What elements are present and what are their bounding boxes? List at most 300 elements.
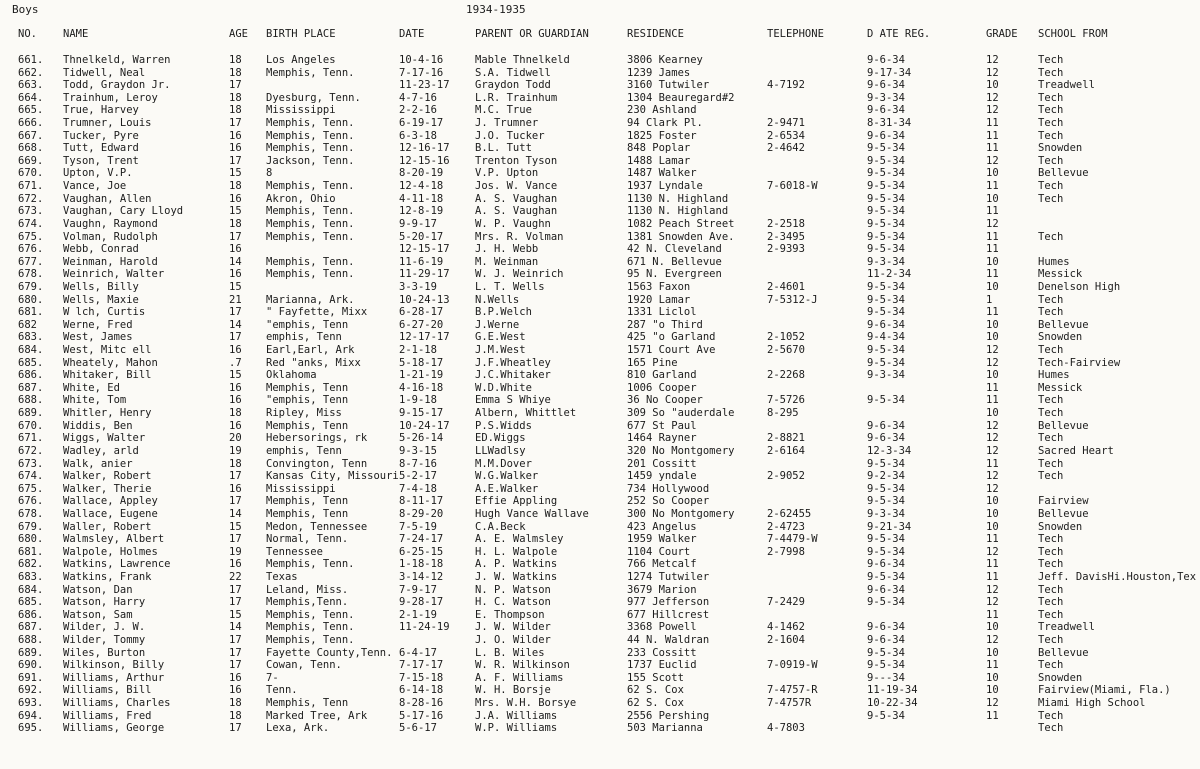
- cell-date-registered: 9-5-34: [867, 457, 905, 470]
- cell-telephone: 2-5670: [767, 344, 805, 357]
- cell-no: 665.: [18, 104, 44, 117]
- cell-no: 686.: [18, 369, 44, 382]
- cell-age: 18: [229, 180, 242, 193]
- cell-telephone: 2-2268: [767, 369, 805, 382]
- table-row: [0, 432, 1200, 445]
- cell-telephone: 4-7192: [767, 79, 805, 92]
- cell-date-registered: 9-6-34: [867, 104, 905, 117]
- table-row: [0, 394, 1200, 407]
- cell-school-from: Bellevue: [1038, 419, 1089, 432]
- cell-parent: H. L. Walpole: [475, 545, 558, 558]
- cell-parent: Hugh Vance Wallave: [475, 507, 589, 520]
- table-row: [0, 420, 1200, 433]
- cell-age: 17: [229, 79, 242, 92]
- cell-date-registered: 9-6-34: [867, 318, 905, 331]
- cell-birth-place: Memphis, Tenn.: [266, 117, 355, 130]
- cell-birth-place: Mississippi: [266, 104, 336, 117]
- cell-date: 8-20-19: [399, 167, 444, 180]
- cell-residence: 1082 Peach Street: [627, 217, 735, 230]
- table-row: [0, 558, 1200, 571]
- cell-age: 17: [229, 230, 242, 243]
- cell-grade: 11: [986, 709, 999, 722]
- cell-grade: 12: [986, 697, 999, 710]
- cell-date: 7-17-17: [399, 659, 444, 672]
- cell-name: Waller, Robert: [63, 520, 152, 533]
- cell-birth-place: emphis, Tenn: [266, 444, 342, 457]
- cell-date: 10-24-13: [399, 293, 450, 306]
- cell-parent: J. Trumner: [475, 117, 539, 130]
- cell-date-registered: 9-5-34: [867, 293, 905, 306]
- cell-date: 1-18-18: [399, 558, 444, 571]
- cell-date-registered: 9-5-34: [867, 205, 905, 218]
- cell-no: 680.: [18, 293, 44, 306]
- cell-parent: H. C. Watson: [475, 596, 551, 609]
- cell-no: 682.: [18, 558, 44, 571]
- cell-parent: B.P.Welch: [475, 306, 532, 319]
- cell-residence: 287 "o Third: [627, 318, 703, 331]
- cell-school-from: Humes: [1038, 369, 1070, 382]
- cell-school-from: Tech: [1038, 117, 1064, 130]
- cell-school-from: Fairview(Miami, Fla.): [1038, 684, 1171, 697]
- cell-birth-place: Marianna, Ark.: [266, 293, 355, 306]
- table-row: [0, 508, 1200, 521]
- cell-date-registered: 9-5-34: [867, 306, 905, 319]
- cell-date-registered: 9-3-34: [867, 91, 905, 104]
- cell-no: 680.: [18, 533, 44, 546]
- cell-date: 12-15-17: [399, 243, 450, 256]
- cell-parent: W. R. Wilkinson: [475, 659, 570, 672]
- cell-grade: 12: [986, 104, 999, 117]
- cell-age: 17: [229, 634, 242, 647]
- cell-date: 10-24-17: [399, 419, 450, 432]
- table-row: [0, 710, 1200, 723]
- cell-name: Trainhum, Leroy: [63, 91, 158, 104]
- cell-birth-place: Convington, Tenn: [266, 457, 368, 470]
- cell-no: 690.: [18, 659, 44, 672]
- header-school-from: SCHOOL FROM: [1038, 28, 1108, 40]
- cell-school-from: Sacred Heart: [1038, 444, 1114, 457]
- table-row: [0, 193, 1200, 206]
- cell-residence: 848 Poplar: [627, 142, 691, 155]
- cell-residence: 155 Scott: [627, 671, 684, 684]
- cell-birth-place: Ripley, Miss: [266, 407, 342, 420]
- table-row: [0, 445, 1200, 458]
- cell-no: 687.: [18, 621, 44, 634]
- cell-grade: 10: [986, 369, 999, 382]
- cell-no: 671.: [18, 180, 44, 193]
- cell-parent: J. W. Watkins: [475, 570, 558, 583]
- cell-date: 11-23-17: [399, 79, 450, 92]
- cell-date: 12-15-16: [399, 154, 450, 167]
- cell-date: 2-1-19: [399, 608, 437, 621]
- cell-no: 676.: [18, 495, 44, 508]
- cell-name: Watkins, Frank: [63, 570, 152, 583]
- cell-parent: W. P. Vaughn: [475, 217, 551, 230]
- cell-grade: 12: [986, 482, 999, 495]
- cell-grade: 11: [986, 608, 999, 621]
- cell-date: 7-9-17: [399, 583, 437, 596]
- table-row: [0, 495, 1200, 508]
- cell-no: 663.: [18, 79, 44, 92]
- cell-residence: 425 "o Garland: [627, 331, 716, 344]
- cell-date-registered: 9-5-34: [867, 230, 905, 243]
- cell-parent: Emma S Whiye: [475, 394, 551, 407]
- cell-no: 670.: [18, 167, 44, 180]
- cell-school-from: Bellevue: [1038, 318, 1089, 331]
- cell-residence: 810 Garland: [627, 369, 697, 382]
- cell-telephone: 2-1604: [767, 634, 805, 647]
- cell-residence: 1825 Foster: [627, 129, 697, 142]
- cell-school-from: Tech: [1038, 608, 1064, 621]
- cell-date-registered: 9-5-34: [867, 495, 905, 508]
- cell-age: 15: [229, 369, 242, 382]
- cell-name: Watson, Dan: [63, 583, 133, 596]
- cell-no: 692.: [18, 684, 44, 697]
- cell-birth-place: Memphis, Tenn.: [266, 621, 355, 634]
- cell-name: True, Harvey: [63, 104, 139, 117]
- cell-name: Wiles, Burton: [63, 646, 146, 659]
- cell-no: 678.: [18, 507, 44, 520]
- cell-name: Thnelkeld, Warren: [63, 54, 171, 66]
- cell-residence: 1464 Rayner: [627, 432, 697, 445]
- cell-school-from: Jeff. DavisHi.Houston,Tex: [1038, 570, 1197, 583]
- cell-date-registered: 9-5-34: [867, 394, 905, 407]
- cell-date-registered: 9-5-34: [867, 596, 905, 609]
- cell-date-registered: 9-5-34: [867, 243, 905, 256]
- cell-date: 9-9-17: [399, 217, 437, 230]
- cell-no: 671.: [18, 432, 44, 445]
- cell-date-registered: 9-5-34: [867, 646, 905, 659]
- cell-parent: J. H. Webb: [475, 243, 539, 256]
- cell-birth-place: Memphis,Tenn.: [266, 596, 349, 609]
- cell-parent: W.G.Walker: [475, 470, 539, 483]
- cell-date: 2-2-16: [399, 104, 437, 117]
- cell-name: Todd, Graydon Jr.: [63, 79, 171, 92]
- cell-telephone: 2-7998: [767, 545, 805, 558]
- cell-date-registered: 9-5-34: [867, 570, 905, 583]
- cell-name: Werne, Fred: [63, 318, 133, 331]
- cell-no: 685.: [18, 596, 44, 609]
- cell-birth-place: Memphis, Tenn: [266, 381, 349, 394]
- cell-school-from: Tech: [1038, 129, 1064, 142]
- cell-residence: 320 No Montgomery: [627, 444, 735, 457]
- cell-residence: 3679 Marion: [627, 583, 697, 596]
- cell-date: 7-24-17: [399, 533, 444, 546]
- cell-birth-place: Memphis, Tenn.: [266, 180, 355, 193]
- cell-age: 18: [229, 217, 242, 230]
- cell-parent: Trenton Tyson: [475, 154, 558, 167]
- cell-birth-place: Fayette County,Tenn.: [266, 646, 393, 659]
- cell-parent: S.A. Tidwell: [475, 66, 551, 79]
- cell-date-registered: 9-6-34: [867, 432, 905, 445]
- cell-date-registered: 9-6-34: [867, 54, 905, 66]
- cell-birth-place: " Fayfette, Mixx: [266, 306, 368, 319]
- cell-name: White, Ed: [63, 381, 120, 394]
- cell-school-from: Tech: [1038, 54, 1064, 66]
- cell-name: Wiggs, Walter: [63, 432, 146, 445]
- cell-age: 17: [229, 596, 242, 609]
- cell-birth-place: Lexa, Ark.: [266, 722, 330, 735]
- cell-residence: 1563 Faxon: [627, 280, 691, 293]
- cell-parent: Albern, Whittlet: [475, 407, 577, 420]
- cell-school-from: Snowden: [1038, 671, 1083, 684]
- cell-no: 668.: [18, 142, 44, 155]
- cell-age: 17: [229, 722, 242, 735]
- cell-no: 675.: [18, 230, 44, 243]
- cell-no: 681.: [18, 306, 44, 319]
- cell-name: Vance, Joe: [63, 180, 127, 193]
- cell-parent: B.L. Tutt: [475, 142, 532, 155]
- table-row: [0, 142, 1200, 155]
- cell-age: 18: [229, 709, 242, 722]
- cell-no: 682: [18, 318, 37, 331]
- cell-name: Volman, Rudolph: [63, 230, 158, 243]
- cell-date-registered: 9-5-34: [867, 545, 905, 558]
- cell-date-registered: 9-3-34: [867, 507, 905, 520]
- cell-age: 14: [229, 507, 242, 520]
- cell-parent: J.C.Whitaker: [475, 369, 551, 382]
- cell-birth-place: emphis, Tenn: [266, 331, 342, 344]
- cell-age: 17: [229, 583, 242, 596]
- cell-telephone: 7-5726: [767, 394, 805, 407]
- cell-grade: 10: [986, 684, 999, 697]
- cell-parent: Mable Thnelkeld: [475, 54, 570, 66]
- table-row: [0, 306, 1200, 319]
- table-row: [0, 521, 1200, 534]
- cell-parent: A. P. Watkins: [475, 558, 558, 571]
- cell-date-registered: 9-6-34: [867, 634, 905, 647]
- cell-date: 5-2-17: [399, 470, 437, 483]
- page-label: Boys: [12, 3, 39, 16]
- cell-date: 8-28-16: [399, 697, 444, 710]
- cell-no: 688.: [18, 634, 44, 647]
- table-row: [0, 117, 1200, 130]
- cell-no: 673.: [18, 457, 44, 470]
- cell-age: 15: [229, 205, 242, 218]
- cell-parent: LLWadlsy: [475, 444, 526, 457]
- cell-telephone: 2-62455: [767, 507, 812, 520]
- cell-age: 15: [229, 280, 242, 293]
- cell-date-registered: 9-2-34: [867, 470, 905, 483]
- cell-parent: M.C. True: [475, 104, 532, 117]
- cell-school-from: Humes: [1038, 255, 1070, 268]
- table-row: [0, 659, 1200, 672]
- cell-name: Walk, anier: [63, 457, 133, 470]
- cell-parent: N.Wells: [475, 293, 520, 306]
- cell-parent: A.E.Walker: [475, 482, 539, 495]
- cell-age: 18: [229, 104, 242, 117]
- cell-school-from: Tech: [1038, 104, 1064, 117]
- cell-school-from: Tech: [1038, 154, 1064, 167]
- cell-birth-place: Texas: [266, 570, 298, 583]
- cell-name: Widdis, Ben: [63, 419, 133, 432]
- cell-date-registered: 9-3-34: [867, 369, 905, 382]
- cell-date-registered: 9-6-34: [867, 621, 905, 634]
- cell-age: 16: [229, 394, 242, 407]
- cell-school-from: Tech: [1038, 533, 1064, 546]
- cell-no: 691.: [18, 671, 44, 684]
- table-row: [0, 647, 1200, 660]
- cell-age: 15: [229, 167, 242, 180]
- cell-school-from: Tech: [1038, 596, 1064, 609]
- cell-date: 4-16-18: [399, 381, 444, 394]
- cell-date: 12-4-18: [399, 180, 444, 193]
- cell-telephone: 8-295: [767, 407, 799, 420]
- cell-parent: A. S. Vaughan: [475, 192, 558, 205]
- cell-telephone: 7-4757R: [767, 697, 812, 710]
- cell-residence: 1920 Lamar: [627, 293, 691, 306]
- table-row: [0, 697, 1200, 710]
- cell-grade: 11: [986, 533, 999, 546]
- cell-age: 16: [229, 381, 242, 394]
- cell-grade: 11: [986, 558, 999, 571]
- cell-date-registered: 9-5-34: [867, 142, 905, 155]
- cell-grade: 10: [986, 495, 999, 508]
- cell-grade: 10: [986, 407, 999, 420]
- cell-grade: 10: [986, 167, 999, 180]
- table-row: [0, 331, 1200, 344]
- cell-residence: 766 Metcalf: [627, 558, 697, 571]
- cell-residence: 252 So Cooper: [627, 495, 710, 508]
- cell-residence: 230 Ashland: [627, 104, 697, 117]
- table-row: [0, 533, 1200, 546]
- cell-residence: 423 Angelus: [627, 520, 697, 533]
- cell-age: 16: [229, 268, 242, 281]
- table-row: [0, 470, 1200, 483]
- cell-residence: 3806 Kearney: [627, 54, 703, 66]
- cell-age: 16: [229, 344, 242, 357]
- cell-school-from: Tech: [1038, 180, 1064, 193]
- cell-date: 5-18-17: [399, 356, 444, 369]
- cell-date-registered: 8-31-34: [867, 117, 912, 130]
- cell-date-registered: 9-3-34: [867, 255, 905, 268]
- cell-birth-place: Oklahoma: [266, 369, 317, 382]
- cell-birth-place: Leland, Miss.: [266, 583, 349, 596]
- cell-school-from: Tech: [1038, 634, 1064, 647]
- cell-no: 670.: [18, 419, 44, 432]
- cell-telephone: 2-8821: [767, 432, 805, 445]
- cell-date: 3-14-12: [399, 570, 444, 583]
- cell-telephone: 7-4479-W: [767, 533, 818, 546]
- cell-parent: ED.Wiggs: [475, 432, 526, 445]
- student-register-table: [0, 54, 1200, 735]
- cell-birth-place: Memphis, Tenn.: [266, 142, 355, 155]
- cell-name: Wadley, arld: [63, 444, 139, 457]
- cell-residence: 1381 Snowden Ave.: [627, 230, 735, 243]
- cell-telephone: 2-4642: [767, 142, 805, 155]
- cell-parent: A. S. Vaughan: [475, 205, 558, 218]
- cell-age: 18: [229, 697, 242, 710]
- cell-birth-place: Kansas City, Missouri: [266, 470, 399, 483]
- cell-residence: 734 Hollywood: [627, 482, 710, 495]
- cell-date-registered: 9-5-34: [867, 659, 905, 672]
- cell-school-from: Treadwell: [1038, 621, 1095, 634]
- cell-no: 684.: [18, 344, 44, 357]
- cell-age: 16: [229, 671, 242, 684]
- cell-parent: L. T. Wells: [475, 280, 545, 293]
- cell-name: Wheately, Mahon: [63, 356, 158, 369]
- cell-age: 19: [229, 545, 242, 558]
- cell-grade: 10: [986, 280, 999, 293]
- cell-residence: 201 Cossitt: [627, 457, 697, 470]
- table-row: [0, 205, 1200, 218]
- cell-grade: 12: [986, 419, 999, 432]
- cell-grade: 10: [986, 507, 999, 520]
- header-birth-place: BIRTH PLACE: [266, 28, 336, 40]
- table-row: [0, 407, 1200, 420]
- header-no: NO.: [18, 28, 37, 40]
- cell-grade: 11: [986, 129, 999, 142]
- cell-residence: 165 Pine: [627, 356, 678, 369]
- cell-date: 9-15-17: [399, 407, 444, 420]
- table-row: [0, 571, 1200, 584]
- cell-no: 667.: [18, 129, 44, 142]
- cell-grade: 12: [986, 91, 999, 104]
- cell-no: 695.: [18, 722, 44, 735]
- cell-age: 17: [229, 470, 242, 483]
- cell-school-from: Tech: [1038, 344, 1064, 357]
- cell-name: Whitler, Henry: [63, 407, 152, 420]
- cell-birth-place: Memphis, Tenn.: [266, 217, 355, 230]
- cell-residence: 1006 Cooper: [627, 381, 697, 394]
- cell-date: 12-8-19: [399, 205, 444, 218]
- header-residence: RESIDENCE: [627, 28, 684, 40]
- cell-birth-place: Memphis, Tenn.: [266, 66, 355, 79]
- cell-parent: J. W. Wilder: [475, 621, 551, 634]
- cell-grade: 11: [986, 394, 999, 407]
- table-row: [0, 231, 1200, 244]
- cell-parent: W.P. Williams: [475, 722, 558, 735]
- cell-school-from: Bellevue: [1038, 507, 1089, 520]
- cell-residence: 1274 Tutwiler: [627, 570, 710, 583]
- cell-no: 683.: [18, 570, 44, 583]
- cell-date: 8-7-16: [399, 457, 437, 470]
- cell-parent: P.S.Widds: [475, 419, 532, 432]
- table-row: [0, 546, 1200, 559]
- cell-no: 664.: [18, 91, 44, 104]
- cell-name: West, James: [63, 331, 133, 344]
- cell-school-from: Tech: [1038, 66, 1064, 79]
- cell-birth-place: Memphis, Tenn: [266, 495, 349, 508]
- cell-grade: 10: [986, 255, 999, 268]
- cell-grade: 11: [986, 205, 999, 218]
- cell-birth-place: Memphis, Tenn: [266, 507, 349, 520]
- cell-date-registered: 9-5-34: [867, 192, 905, 205]
- cell-parent: A. F. Williams: [475, 671, 564, 684]
- cell-date-registered: 9-6-34: [867, 129, 905, 142]
- cell-birth-place: Memphis, Tenn.: [266, 129, 355, 142]
- table-row: [0, 243, 1200, 256]
- table-row: [0, 319, 1200, 332]
- cell-parent: A. E. Walmsley: [475, 533, 564, 546]
- cell-birth-place: Normal, Tenn.: [266, 533, 349, 546]
- cell-school-from: Tech: [1038, 306, 1064, 319]
- cell-name: Wallace, Eugene: [63, 507, 158, 520]
- cell-residence: 1737 Euclid: [627, 659, 697, 672]
- cell-residence: 1331 Liclol: [627, 306, 697, 319]
- cell-residence: 1130 N. Highland: [627, 192, 729, 205]
- cell-school-from: Tech: [1038, 432, 1064, 445]
- cell-no: 674.: [18, 217, 44, 230]
- table-row: [0, 130, 1200, 143]
- cell-no: 686.: [18, 608, 44, 621]
- cell-name: Vaughn, Raymond: [63, 217, 158, 230]
- cell-birth-place: Akron, Ohio: [266, 192, 336, 205]
- cell-grade: 1: [986, 293, 993, 306]
- header-grade: GRADE: [986, 28, 1018, 40]
- cell-age: 18: [229, 66, 242, 79]
- cell-name: Watson, Sam: [63, 608, 133, 621]
